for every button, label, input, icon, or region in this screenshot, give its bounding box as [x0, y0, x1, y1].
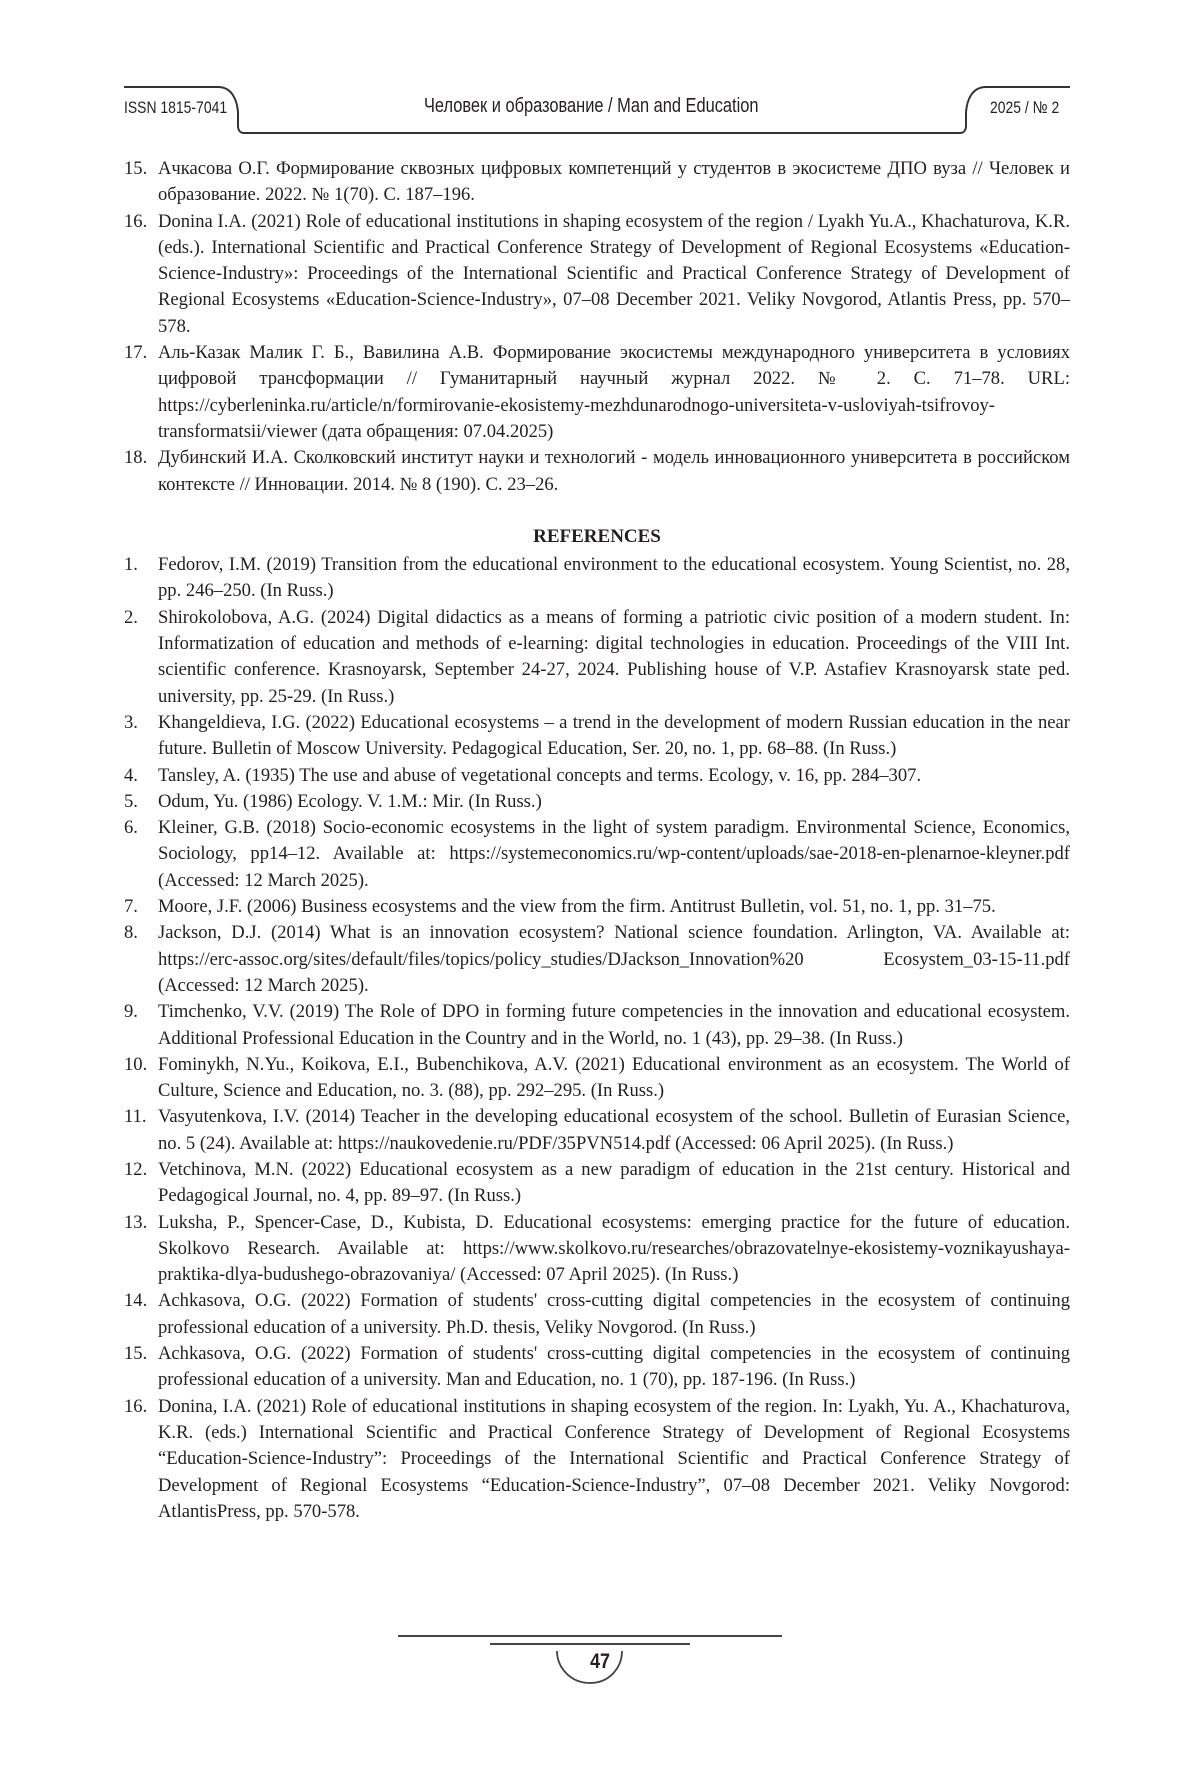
reference-text: Fominykh, N.Yu., Koikova, E.I., Bubenchikova, A.V. (2021) Educational environment as an ecosystem. The World of Culture, Science and Education, no. 3. (88), pp. 292–295. (In Russ.)	[158, 1053, 1070, 1102]
reference-text: Аль-Казак Малик Г. Б., Вавилина А.В. Формирование экосистемы международного университета в условиях цифровой трансформации // Гуманитарный научный журнал 2022. № 2. С. 71–78. URL: https://cyberleninka.ru/article/n/formirovanie-ekosistemy-mezhdunarodnogo-universiteta-v-usloviyah-tsifrovoy-transformatsii/viewer (дата обращения: 07.04.2025)	[158, 342, 1070, 442]
reference-number: 8.	[124, 922, 138, 944]
reference-number: 15.	[124, 1343, 148, 1365]
russian-reference-list	[124, 156, 1070, 498]
reference-number: 16.	[124, 210, 148, 232]
journal-title: Человек и образование / Man and Education	[424, 95, 759, 117]
reference-number: 17.	[124, 342, 148, 364]
issue-label: 2025 / № 2	[990, 98, 1060, 117]
reference-item	[124, 1210, 1070, 1289]
reference-text: Shirokolobova, A.G. (2024) Digital didactics as a means of forming a patriotic civic position of a modern student. In: Informatization of education and methods of e-learning: digital technologies in education. Proceedings of the VIII Int. scientific conference. Krasnoyarsk, September 24-27, 2024. Publishing house of V.P. Astafiev Krasnoyarsk state ped. university, pp. 25-29. (In Russ.)	[158, 606, 1070, 707]
references-heading: REFERENCES	[533, 525, 661, 547]
reference-number: 5.	[124, 790, 138, 812]
reference-text: Fedorov, I.M. (2019) Transition from the educational environment to the educational ecosystem. Young Scientist, no. 28, pp. 246–250. (In Russ.)	[158, 554, 1070, 602]
reference-text: Achkasova, O.G. (2022) Formation of students' cross-cutting digital competencies in the ecosystem of continuing professional education of a university. Ph.D. thesis, Veliky Novgorod. (In Russ.)	[158, 1290, 1070, 1338]
reference-item	[124, 552, 1070, 605]
reference-number: 2.	[124, 606, 138, 628]
reference-text: Jackson, D.J. (2014) What is an innovation ecosystem? National science foundation. Arlington, VA. Available at: https://erc-assoc.org/sites/default/files/topics/policy_studies/DJackson_Innovation%20 Ecosystem_03-15-11.pdf (Accessed: 12 March 2025).	[158, 922, 1070, 996]
reference-text: Vetchinova, M.N. (2022) Educational ecosystem as a new paradigm of education in the 21st century. Historical and Pedagogical Journal, no. 4, pp. 89–97. (In Russ.)	[158, 1158, 1070, 1207]
reference-text: Donina, I.A. (2021) Role of educational institutions in shaping ecosystem of the region. In: Lyakh, Yu. A., Khachaturova, K.R. (eds.) International Scientific and Practical Conference Strategy of Development of Regional Ecosystems “Education-Science-Industry”: Proceedings of the International Scientific and Practical Conference Strategy of Development of Regional Ecosystems “Education-Science-Industry”, 07–08 December 2021. Veliky Novgorod: AtlantisPress, pp. 570-578.	[158, 1395, 1070, 1522]
reference-number: 7.	[124, 896, 138, 918]
footer-frame	[0, 1620, 1200, 1730]
reference-text: Ачкасова О.Г. Формирование сквозных цифровых компетенций у студентов в экосистеме ДПО вуза // Человек и образование. 2022. № 1(70). С. 187–196.	[158, 158, 1070, 206]
english-reference-list	[124, 552, 1070, 1525]
reference-number: 12.	[124, 1158, 148, 1180]
reference-item	[124, 1157, 1070, 1210]
reference-item	[124, 710, 1070, 763]
reference-number: 6.	[124, 817, 138, 839]
reference-item	[124, 815, 1070, 894]
reference-text: Kleiner, G.B. (2018) Socio-economic ecosystems in the light of system paradigm. Environmental Science, Economics, Sociology, pp14–12. Available at: https://systemeconomics.ru/wp-content/uploads/sae-2018-en-plenarnoe-kleyner.pdf (Accessed: 12 March 2025).	[158, 817, 1070, 891]
reference-number: 1.	[124, 554, 138, 576]
reference-text: Luksha, P., Spencer-Case, D., Kubista, D. Educational ecosystems: emerging practice for the future of education. Skolkovo Research. Available at: https://www.skolkovo.ru/researches/obrazovatelnye-ekosistemy-voznikayushaya-praktika-dlya-budushego-obrazovaniya/ (Accessed: 07 April 2025). (In Russ.)	[158, 1211, 1070, 1286]
reference-number: 16.	[124, 1395, 148, 1417]
reference-number: 9.	[124, 1001, 138, 1023]
reference-item	[124, 763, 1070, 789]
reference-item	[124, 1341, 1070, 1394]
reference-text: Odum, Yu. (1986) Ecology. V. 1.M.: Mir. (In Russ.)	[158, 790, 542, 812]
reference-text: Khangeldieva, I.G. (2022) Educational ecosystems – a trend in the development of modern Russian education in the near future. Bulletin of Moscow University. Pedagogical Education, Ser. 20, no. 1, pp. 68–88. (In Russ.)	[158, 711, 1070, 760]
reference-item	[124, 445, 1070, 498]
reference-text: Дубинский И.А. Сколковский институт науки и технологий - модель инновационного университета в российском контексте // Инновации. 2014. № 8 (190). С. 23–26.	[158, 447, 1070, 495]
reference-number: 15.	[124, 158, 148, 179]
references-content	[124, 156, 1070, 1525]
reference-item	[124, 999, 1070, 1052]
page-footer	[0, 1620, 1200, 1730]
reference-item	[124, 789, 1070, 815]
reference-item	[124, 1104, 1070, 1157]
reference-item	[124, 1052, 1070, 1105]
reference-number: 4.	[124, 764, 138, 786]
reference-number: 18.	[124, 447, 148, 469]
reference-number: 3.	[124, 711, 138, 733]
reference-text: Achkasova, O.G. (2022) Formation of students' cross-cutting digital competencies in the ecosystem of continuing professional education of a university. Man and Education, no. 1 (70), pp. 187-196. (In Russ.)	[158, 1343, 1070, 1391]
page-number: 47	[590, 1650, 610, 1673]
page-header	[0, 0, 1200, 140]
reference-item	[124, 340, 1070, 445]
reference-number: 11.	[124, 1106, 147, 1128]
header-frame	[0, 0, 1200, 140]
reference-item	[124, 920, 1070, 999]
reference-text: Vasyutenkova, I.V. (2014) Teacher in the developing educational ecosystem of the school. Bulletin of Eurasian Science, no. 5 (24). Available at: https://naukovedenie.ru/PDF/35PVN514.pdf (Accessed: 06 April 2025). (In Russ.)	[158, 1106, 1070, 1154]
issn-label: ISSN 1815-7041	[124, 98, 228, 117]
reference-text: Moore, J.F. (2006) Business ecosystems and the view from the firm. Antitrust Bulletin, vol. 51, no. 1, pp. 31–75.	[158, 896, 996, 918]
reference-text: Tansley, A. (1935) The use and abuse of vegetational concepts and terms. Ecology, v. 16, pp. 284–307.	[158, 764, 922, 786]
reference-number: 10.	[124, 1053, 148, 1075]
reference-number: 14.	[124, 1290, 148, 1312]
reference-item	[124, 156, 1070, 209]
reference-text: Donina I.A. (2021) Role of educational institutions in shaping ecosystem of the region / Lyakh Yu.A., Khachaturova, K.R. (eds.). International Scientific and Practical Conference Strategy of Development of Regional Ecosystems «Education-Science-Industry»: Proceedings of the International Scientific and Practical Conference Strategy of Development of Regional Ecosystems «Education-Science-Industry», 07–08 December 2021. Veliky Novgorod, Atlantis Press, pp. 570–578.	[158, 210, 1070, 337]
reference-item	[124, 1394, 1070, 1525]
reference-item	[124, 894, 1070, 920]
reference-item	[124, 605, 1070, 710]
reference-item	[124, 209, 1070, 340]
reference-text: Timchenko, V.V. (2019) The Role of DPO in forming future competencies in the innovation and educational ecosystem. Additional Professional Education in the Country and in the World, no. 1 (43), pp. 29–38. (In Russ.)	[158, 1001, 1070, 1049]
reference-item	[124, 1288, 1070, 1341]
reference-number: 13.	[124, 1211, 148, 1233]
